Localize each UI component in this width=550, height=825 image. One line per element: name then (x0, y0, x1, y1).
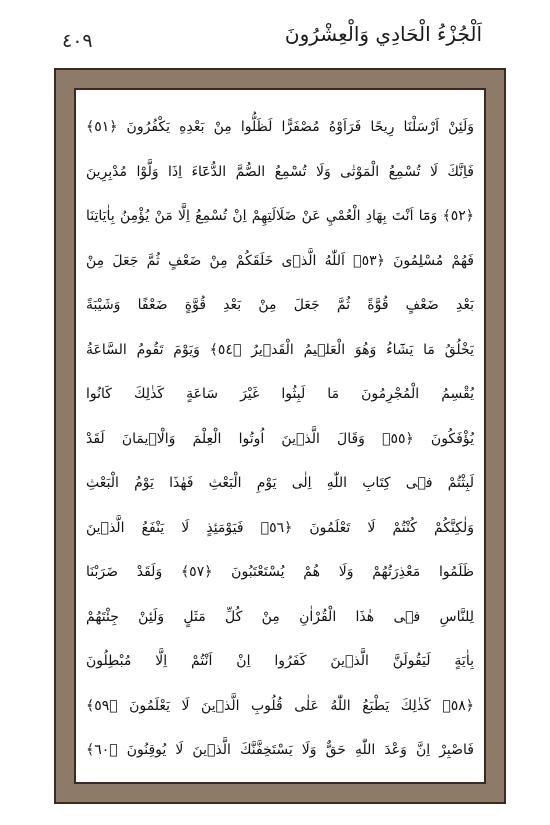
text-panel (74, 88, 486, 784)
text-line-5: بَعْدِ ضَعْفٍ قُوَّةً ثُمَّ جَعَلَ مِنْ بَعْدِ قُوَّةٍ ضَعْفًا وَشَيْبَةً (86, 297, 474, 314)
text-line-11: ظَلَمُوا مَعْذِرَتُهُمْ وَلَا هُمْ يُسْتَعْتَبُونَ ﴿٥٧﴾ وَلَقَدْ ضَرَبْنَا (86, 564, 474, 581)
verse-block (86, 104, 474, 772)
page-number: ٤٠٩ (62, 30, 93, 52)
text-line-6: يَخْلُقُ مَا يَشَٓاءُ وَهُوَ الْعَلٖيمُ الْقَدٖيرُ ﴿٥٤﴾ وَيَوْمَ تَقُومُ السَّاعَةُ (86, 341, 474, 358)
text-line-1: وَلَئِنْ اَرْسَلْنَا رِيحًا فَرَاَوْهُ مُصْفَرًّا لَظَلُّوا مِنْ بَعْدِهِ يَكْفُرُونَ ﴿٥١﴾ (86, 119, 474, 135)
page-frame (54, 68, 506, 804)
text-line-13: بِاٰيَةٍ لَيَقُولَنَّ الَّذٖينَ كَفَرُوا اِنْ اَنْتُمْ اِلَّا مُبْطِلُونَ (86, 653, 474, 670)
text-line-4: فَهُمْ مُسْلِمُونَ ﴿٥٣﴾ اَللّٰهُ الَّذٖى خَلَقَكُمْ مِنْ ضَعْفٍ ثُمَّ جَعَلَ مِنْ (86, 252, 474, 269)
text-line-3: ﴿٥٢﴾ وَمَٓا اَنْتَ بِهَادِ الْعُمْيِ عَنْ ضَلَالَتِهِمْ اِنْ تُسْمِعُ اِلَّا مَنْ يُؤْمِنُ بِاٰيَاتِنَا (86, 208, 474, 225)
text-line-9: لَبِثْتُمْ فٖى كِتَابِ اللّٰهِ اِلٰى يَوْمِ الْبَعْثِ فَهٰذَا يَوْمُ الْبَعْثِ (86, 475, 474, 492)
juz-title: اَلْجُزْءُ الْحَادِي وَالْعِشْرُونَ (284, 22, 482, 46)
text-line-15: فَاصْبِرْ اِنَّ وَعْدَ اللّٰهِ حَقٌّ وَلَا يَسْتَخِفَّنَّكَ الَّذٖينَ لَا يُوقِنُونَ ﴿٦٠﴾ (86, 742, 474, 759)
text-line-12: لِلنَّاسِ فٖى هٰذَا الْقُرْاٰنِ مِنْ كُلِّ مَثَلٍ وَلَئِنْ جِئْتَهُمْ (86, 608, 474, 625)
text-line-8: يُؤْفَكُونَ ﴿٥٥﴾ وَقَالَ الَّذٖينَ اُوتُوا الْعِلْمَ وَالْاٖيمَانَ لَقَدْ (86, 430, 474, 447)
text-line-14: ﴿٥٨﴾ كَذٰلِكَ يَطْبَعُ اللّٰهُ عَلٰى قُلُوبِ الَّذٖينَ لَا يَعْلَمُونَ ﴿٥٩﴾ (86, 697, 474, 714)
text-line-2: فَاِنَّكَ لَا تُسْمِعُ الْمَوْتٰى وَلَا تُسْمِعُ الصُّمَّ الدُّعَٓاءَ اِذَا وَلَّوْا مُدْبِرِينَ (86, 163, 474, 180)
text-line-10: وَلٰكِنَّكُمْ كُنْتُمْ لَا تَعْلَمُونَ ﴿٥٦﴾ فَيَوْمَئِذٍ لَا يَنْفَعُ الَّذٖينَ (86, 519, 474, 536)
text-line-7: يُقْسِمُ الْمُجْرِمُونَ مَا لَبِثُوا غَيْرَ سَاعَةٍ كَذٰلِكَ كَانُوا (86, 386, 474, 403)
